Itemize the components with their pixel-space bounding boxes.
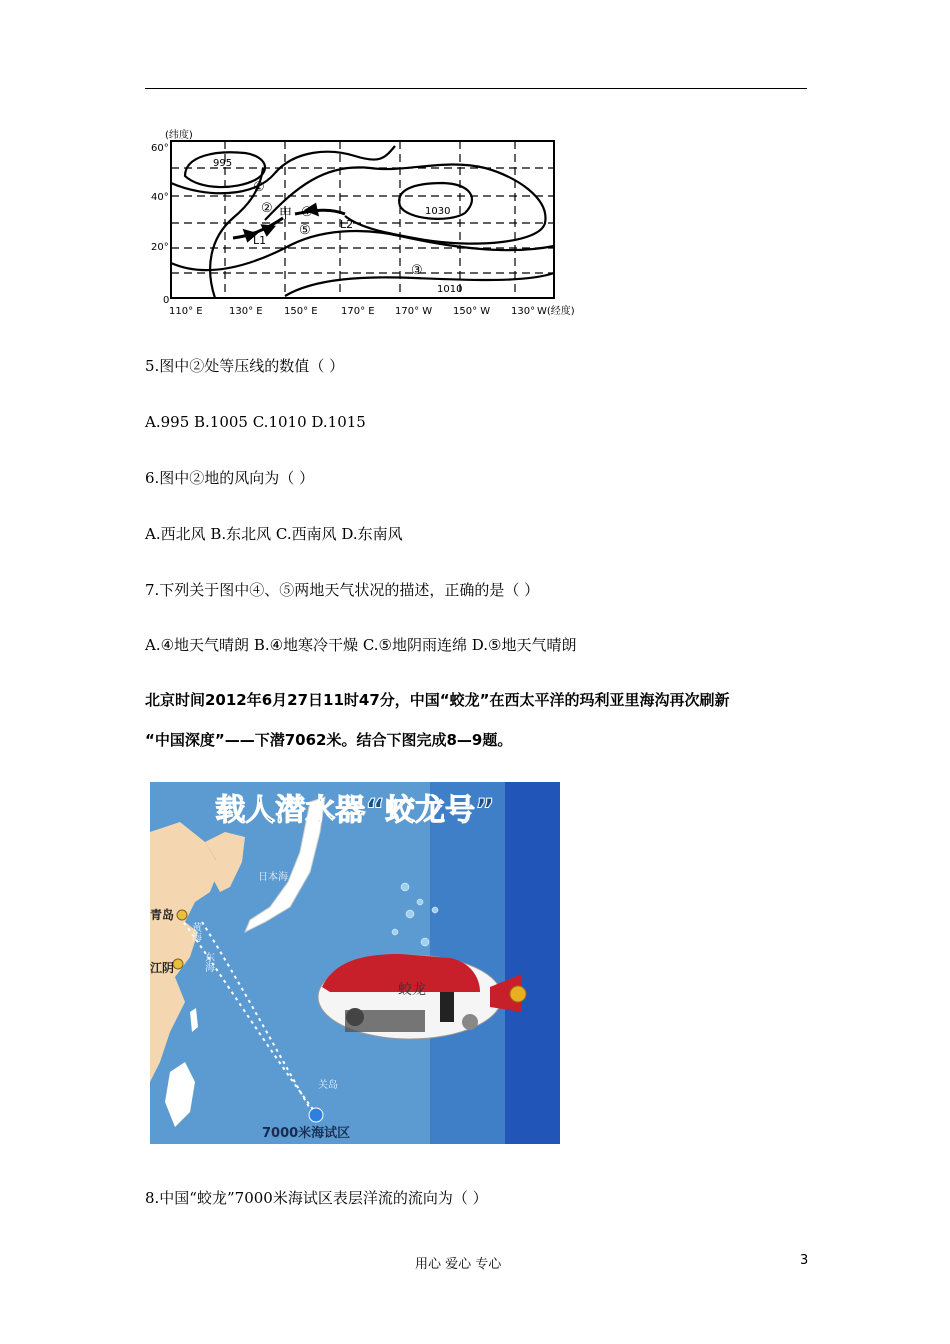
jiangyin-dot [173, 959, 183, 969]
label-qingdao: 青岛 [150, 908, 175, 922]
footer-slogan: 用心 爱心 专心 [415, 1257, 502, 1272]
marker-1: ① [253, 180, 265, 195]
question-7-options: A.④地天气晴朗 B.④地寒冷干燥 C.⑤地阴雨连绵 D.⑤地天气晴朗 [145, 636, 577, 654]
question-7: 7.下列关于图中④、⑤两地天气状况的描述，正确的是（ ） [145, 581, 540, 599]
isobar-label-1010: 1010 [437, 284, 463, 295]
lon-tick-170w: 170° W [395, 306, 433, 317]
lon-tick-150w: 150° W [453, 306, 491, 317]
lat-tick-60: 60° [151, 143, 169, 154]
lon-tick-170e: 170° E [341, 306, 375, 317]
passage-line-1: 北京时间2012年6月27日11时47分，中国“蛟龙”在西太平洋的玛利亚里海沟再次刷新 [145, 691, 730, 709]
label-yellow-sea: 黄海 [189, 922, 201, 942]
marker-5: ⑤ [299, 223, 311, 238]
question-6-options: A.西北风 B.东北风 C.西南风 D.东南风 [145, 525, 403, 543]
image-title: 载人潜水器“蛟龙号” [215, 793, 495, 828]
question-8: 8.中国“蛟龙”7000米海试区表层洋流的流向为（ ） [145, 1189, 488, 1207]
lon-tick-110e: 110° E [169, 306, 203, 317]
lon-tick-130e: 130° E [229, 306, 263, 317]
lon-unit-label: W(经度) [537, 306, 575, 317]
header-rule [145, 88, 807, 89]
lon-tick-150e: 150° E [284, 306, 318, 317]
question-6: 6.图中②地的风向为（ ） [145, 469, 315, 487]
lat-tick-0: 0 [163, 295, 170, 306]
lon-tick-130w: 130° [511, 306, 536, 317]
test-area-dot [309, 1108, 323, 1122]
front-label-l1: L1 [253, 234, 267, 247]
deep-ocean-band-2 [505, 782, 560, 1144]
submarine-hull-text: 蛟龙 [398, 982, 426, 998]
front-label-l2: L2 [340, 218, 354, 231]
passage-line-2: “中国深度”——下潜7062米。结合下图完成8—9题。 [145, 731, 513, 749]
lat-tick-40: 40° [151, 192, 169, 203]
question-5: 5.图中②处等压线的数值（ ） [145, 357, 345, 375]
lat-unit-label: (纬度) [165, 130, 193, 141]
question-5-options: A.995 B.1005 C.1010 D.1015 [145, 413, 366, 431]
isobar-map [145, 128, 585, 323]
isobar-lower [171, 231, 554, 270]
label-sea-of-japan: 日本海 [258, 872, 288, 883]
qingdao-dot [177, 910, 187, 920]
marker-3: ③ [411, 263, 423, 278]
lat-tick-20: 20° [151, 242, 169, 253]
marker-jia: 甲 [279, 207, 293, 222]
jiaolong-image [150, 782, 560, 1144]
label-test-area: 7000米海试区 [262, 1126, 351, 1141]
page-number: 3 [800, 1253, 809, 1268]
label-east-china-sea: 东海 [202, 952, 214, 972]
marker-4: ④ [301, 205, 313, 220]
label-jiangyin: 江阴 [150, 961, 175, 975]
label-guam: 关岛 [318, 1080, 338, 1091]
isobar-label-995: 995 [213, 158, 233, 169]
isobar-label-1030: 1030 [425, 206, 451, 217]
marker-2: ② [261, 201, 273, 216]
